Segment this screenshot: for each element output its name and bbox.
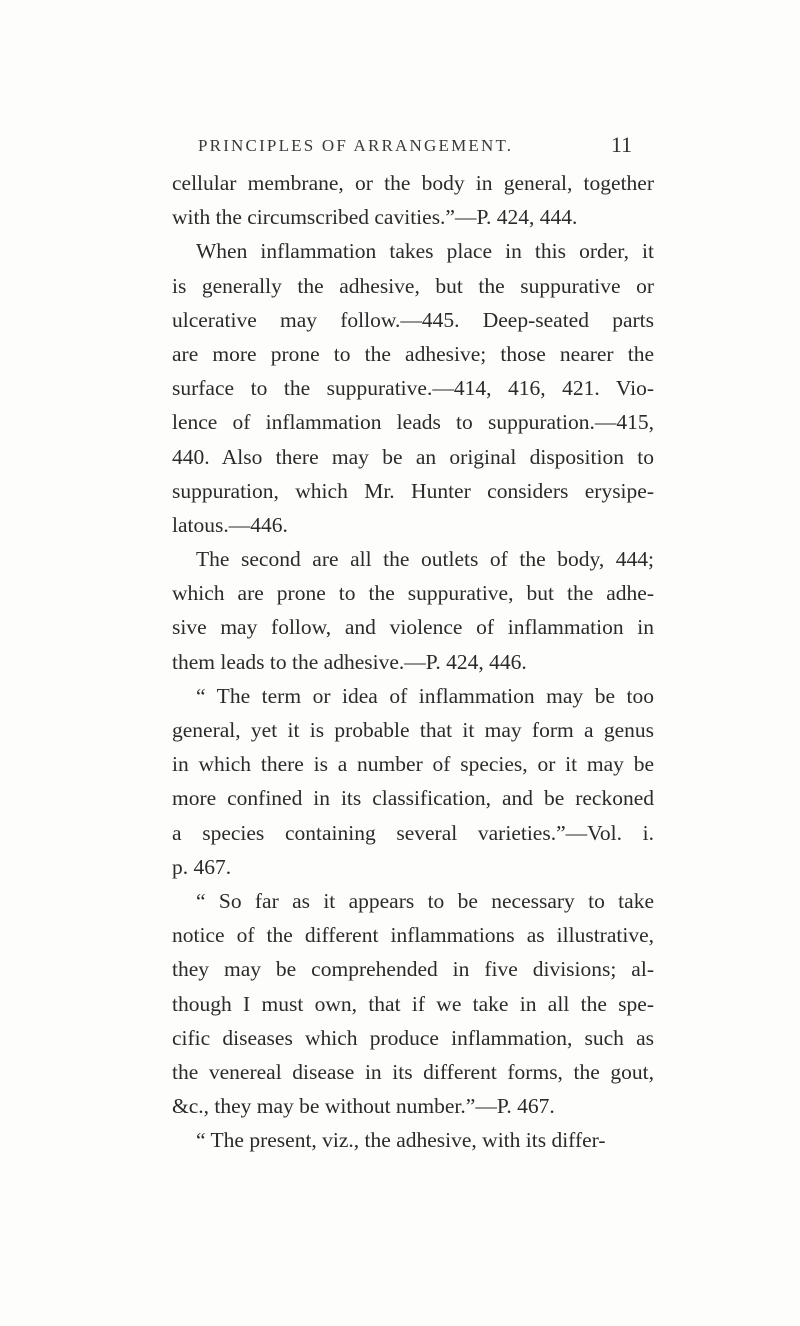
text-line: they may be comprehended in five divisions; al- bbox=[172, 957, 654, 982]
text-line: surface to the suppurative.—414, 416, 421. Vio- bbox=[172, 376, 654, 401]
text-line: with the circumscribed cavities.”—P. 424, 444. bbox=[172, 205, 578, 230]
text-line: a species containing several varieties.”—Vol. i. bbox=[172, 820, 654, 845]
text-line: The second are all the outlets of the body, 444; bbox=[196, 547, 654, 572]
text-line: lence of inflammation leads to suppuration.—415, bbox=[172, 410, 654, 435]
text-line: are more prone to the adhesive; those nearer the bbox=[172, 341, 654, 366]
text-line: cellular membrane, or the body in general, together bbox=[172, 171, 654, 195]
text-line: more confined in its classification, and be reckoned bbox=[172, 786, 654, 811]
text-line: When inflammation takes place in this order, it bbox=[196, 239, 654, 264]
text-line: “ So far as it appears to be necessary to take bbox=[196, 888, 654, 913]
text-line: sive may follow, and violence of inflammation in bbox=[172, 615, 654, 640]
text-line: suppuration, which Mr. Hunter considers erysipe- bbox=[172, 478, 654, 503]
text-line: ulcerative may follow.—445. Deep-seated parts bbox=[172, 307, 654, 332]
text-line: “ The term or idea of inflammation may be too bbox=[196, 683, 654, 708]
text-line: though I must own, that if we take in all the spe- bbox=[172, 991, 654, 1016]
text-line: the venereal disease in its different forms, the gout, bbox=[172, 1059, 654, 1084]
text-line: which are prone to the suppurative, but the adhe- bbox=[172, 581, 654, 606]
text-line: 440. Also there may be an original disposition to bbox=[172, 444, 654, 469]
running-head bbox=[0, 132, 800, 164]
body-text bbox=[172, 166, 654, 1157]
text-line: is generally the adhesive, but the suppurative or bbox=[172, 273, 654, 298]
page-number: 11 bbox=[611, 132, 633, 157]
text-line: p. 467. bbox=[172, 854, 232, 879]
text-line: &c., they may be without number.”—P. 467. bbox=[172, 1094, 555, 1119]
text-line: general, yet it is probable that it may form a genus bbox=[172, 718, 654, 742]
text-line: “ The present, viz., the adhesive, with its differ- bbox=[196, 1128, 606, 1153]
text-line: notice of the different inflammations as illustrative, bbox=[172, 923, 654, 948]
text-line: cific diseases which produce inflammation, such as bbox=[172, 1025, 654, 1050]
running-title: PRINCIPLES OF ARRANGEMENT. bbox=[198, 136, 514, 155]
text-line: them leads to the adhesive.—P. 424, 446. bbox=[172, 649, 527, 674]
text-line: in which there is a number of species, or it may be bbox=[172, 752, 654, 777]
text-line: latous.—446. bbox=[172, 512, 288, 537]
